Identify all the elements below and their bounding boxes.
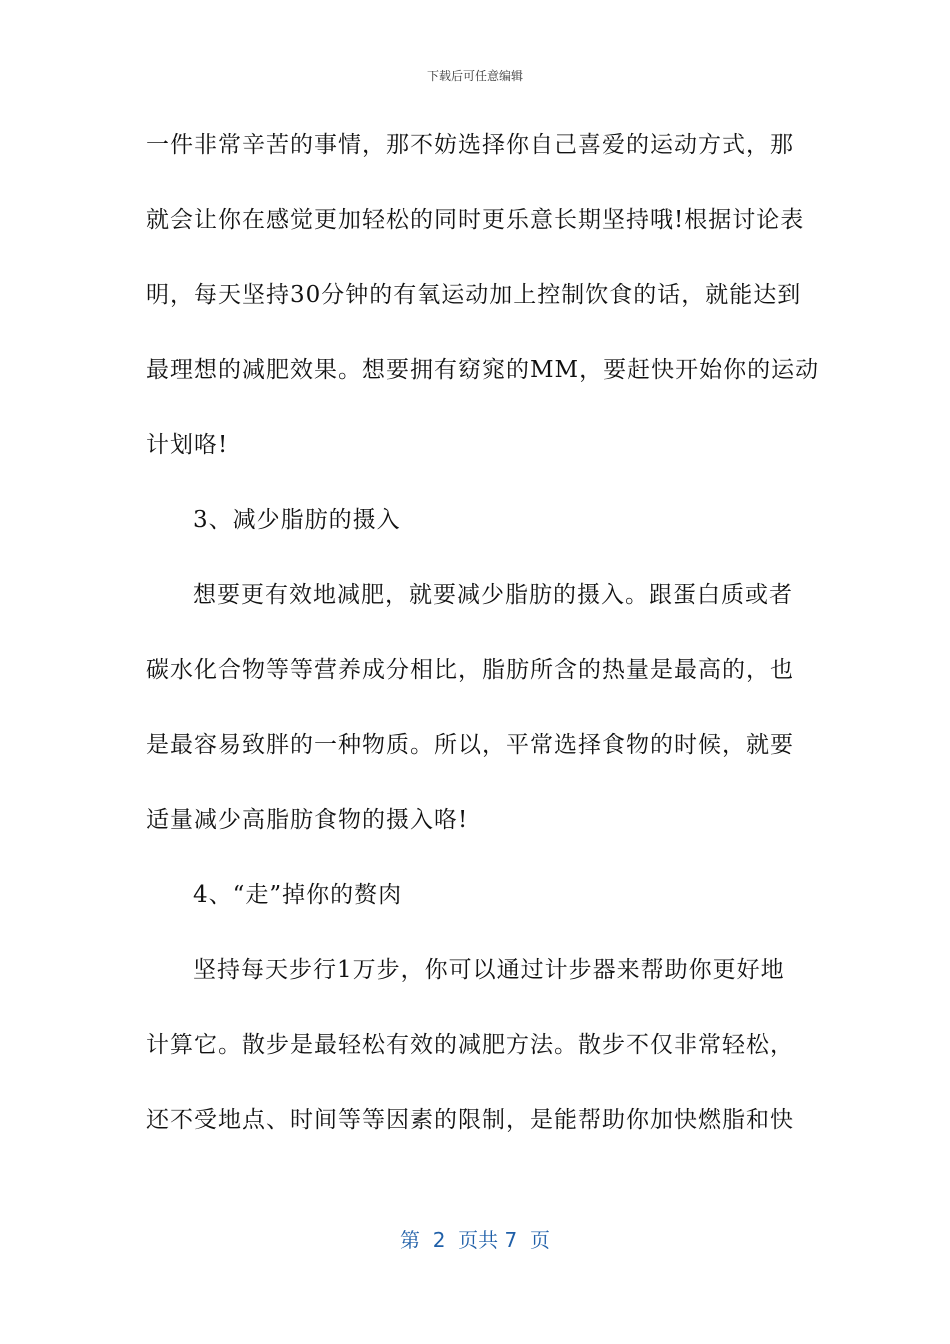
text-line: 碳水化合物等等营养成分相比，脂肪所含的热量是最高的，也 (146, 657, 794, 683)
text-line: 是最容易致胖的一种物质。所以，平常选择食物的时候，就要 (146, 732, 794, 758)
text-line: 想要更有效地减肥，就要减少脂肪的摄入。跟蛋白质或者 (193, 582, 793, 608)
text-line: 就会让你在感觉更加轻松的同时更乐意长期坚持哦!根据讨论表 (146, 207, 805, 233)
text-line: 最理想的减肥效果。想要拥有窈窕的MM，要赶快开始你的运动 (146, 357, 820, 383)
section-heading: 4、“走”掉你的赘肉 (193, 882, 403, 908)
section-heading: 3、减少脂肪的摄入 (193, 507, 401, 533)
page-header: 下载后可任意编辑 (426, 69, 523, 83)
text-line: 坚持每天步行1万步，你可以通过计步器来帮助你更好地 (193, 957, 785, 983)
page-number-footer: 第 2 页共 7 页 (400, 1228, 550, 1252)
text-line: 还不受地点、时间等等因素的限制，是能帮助你加快燃脂和快 (146, 1107, 794, 1133)
text-line: 一件非常辛苦的事情，那不妨选择你自己喜爱的运动方式，那 (146, 132, 794, 158)
text-line: 计算它。散步是最轻松有效的减肥方法。散步不仅非常轻松， (146, 1032, 794, 1058)
text-line: 计划咯! (146, 432, 229, 458)
document-body (146, 114, 820, 1164)
text-line: 明，每天坚持30分钟的有氧运动加上控制饮食的话，就能达到 (146, 282, 802, 308)
text-line: 适量减少高脂肪食物的摄入咯! (146, 807, 469, 833)
